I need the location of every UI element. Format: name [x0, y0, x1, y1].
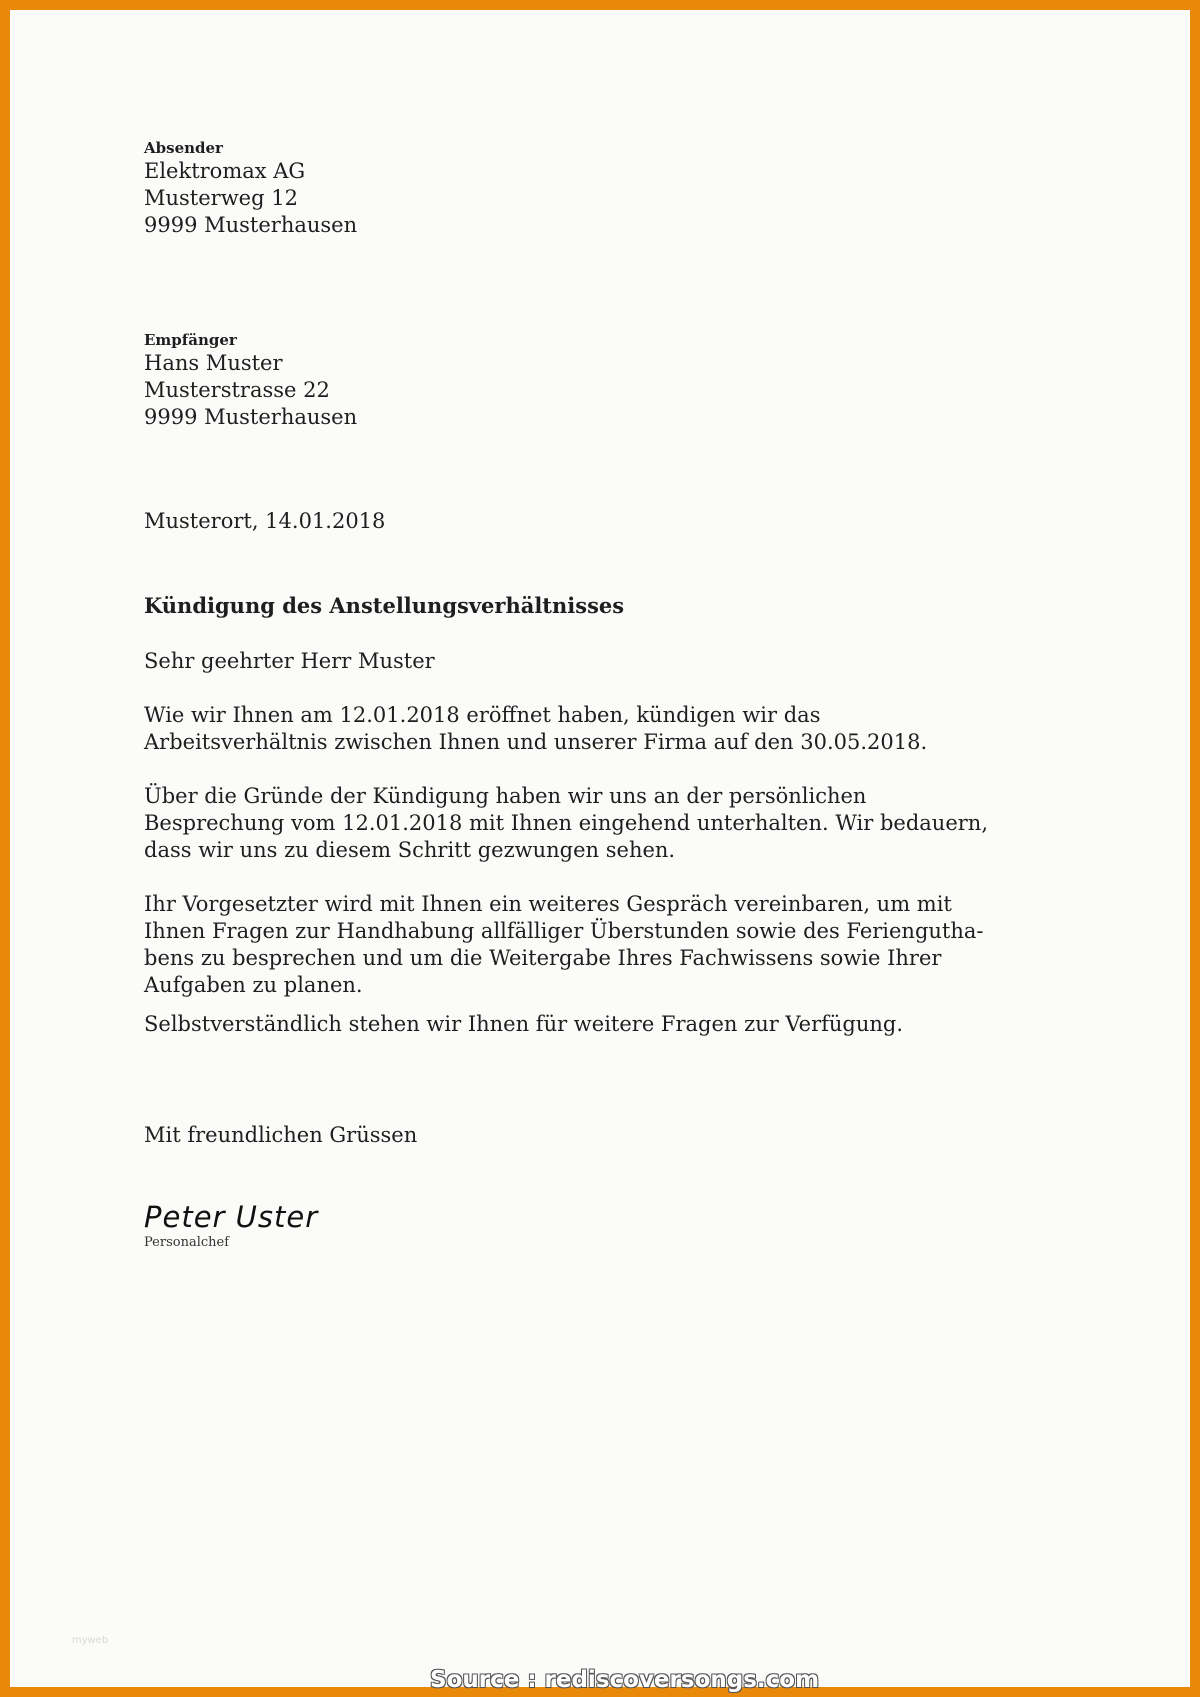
paragraph-1: Wie wir Ihnen am 12.01.2018 eröffnet haben, kündigen wir das Arbeitsverhältnis zwischen Ihnen und unserer Firma auf den 30.05.2018.: [144, 703, 928, 754]
paragraph-3: Ihr Vorgesetzter wird mit Ihnen ein weiteres Gespräch vereinbaren, um mit Ihnen Fragen zur Handhabung allfälliger Überstunden sowie des Ferienguthabens zu besprechen und um die Weitergabe Ihres Fachwissens sowie Ihrer Aufgaben zu planen.: [144, 892, 984, 997]
source-caption: Source : rediscoversongs.com: [430, 1667, 820, 1693]
letter-page: [10, 10, 1190, 1693]
signature: Peter Uster: [144, 1200, 319, 1234]
signature-block: [144, 1200, 318, 1252]
recipient-city: 9999 Musterhausen: [144, 405, 358, 429]
salutation-block: [144, 648, 435, 675]
letter-subject: Kündigung des Anstellungsverhältnisses: [144, 593, 625, 618]
paragraph-4: Selbstverständlich stehen wir Ihnen für weitere Fragen zur Verfügung.: [144, 1012, 904, 1036]
signer-role: Personalchef: [144, 1235, 230, 1250]
place-date: Musterort, 14.01.2018: [144, 509, 386, 533]
place-date-block: [144, 508, 385, 535]
paragraph-4-block: [144, 1011, 1004, 1038]
recipient-name: Hans Muster: [144, 351, 283, 375]
recipient-street: Musterstrasse 22: [144, 378, 330, 402]
paragraph-2: Über die Gründe der Kündigung haben wir uns an der persönlichen Besprechung vom 12.01.2018 mit Ihnen eingehend unterhalten. Wir bedauern, dass wir uns zu diesem Schritt gezwungen sehen.: [144, 784, 988, 862]
closing: Mit freundlichen Grüssen: [144, 1123, 418, 1147]
paragraph-3-block: [144, 891, 1004, 999]
paragraph-1-block: [144, 702, 1004, 756]
sender-company: Elektromax AG: [144, 159, 306, 183]
paragraph-2-block: [144, 783, 1004, 864]
sender-block: [144, 138, 357, 239]
closing-block: [144, 1122, 417, 1149]
recipient-block: [144, 330, 357, 431]
sender-city: 9999 Musterhausen: [144, 213, 358, 237]
recipient-label: Empfänger: [144, 331, 237, 349]
watermark-logo: myweb: [71, 1635, 109, 1646]
sender-label: Absender: [144, 139, 223, 157]
salutation: Sehr geehrter Herr Muster: [144, 649, 435, 673]
subject-block: [144, 592, 624, 620]
sender-street: Musterweg 12: [144, 186, 298, 210]
